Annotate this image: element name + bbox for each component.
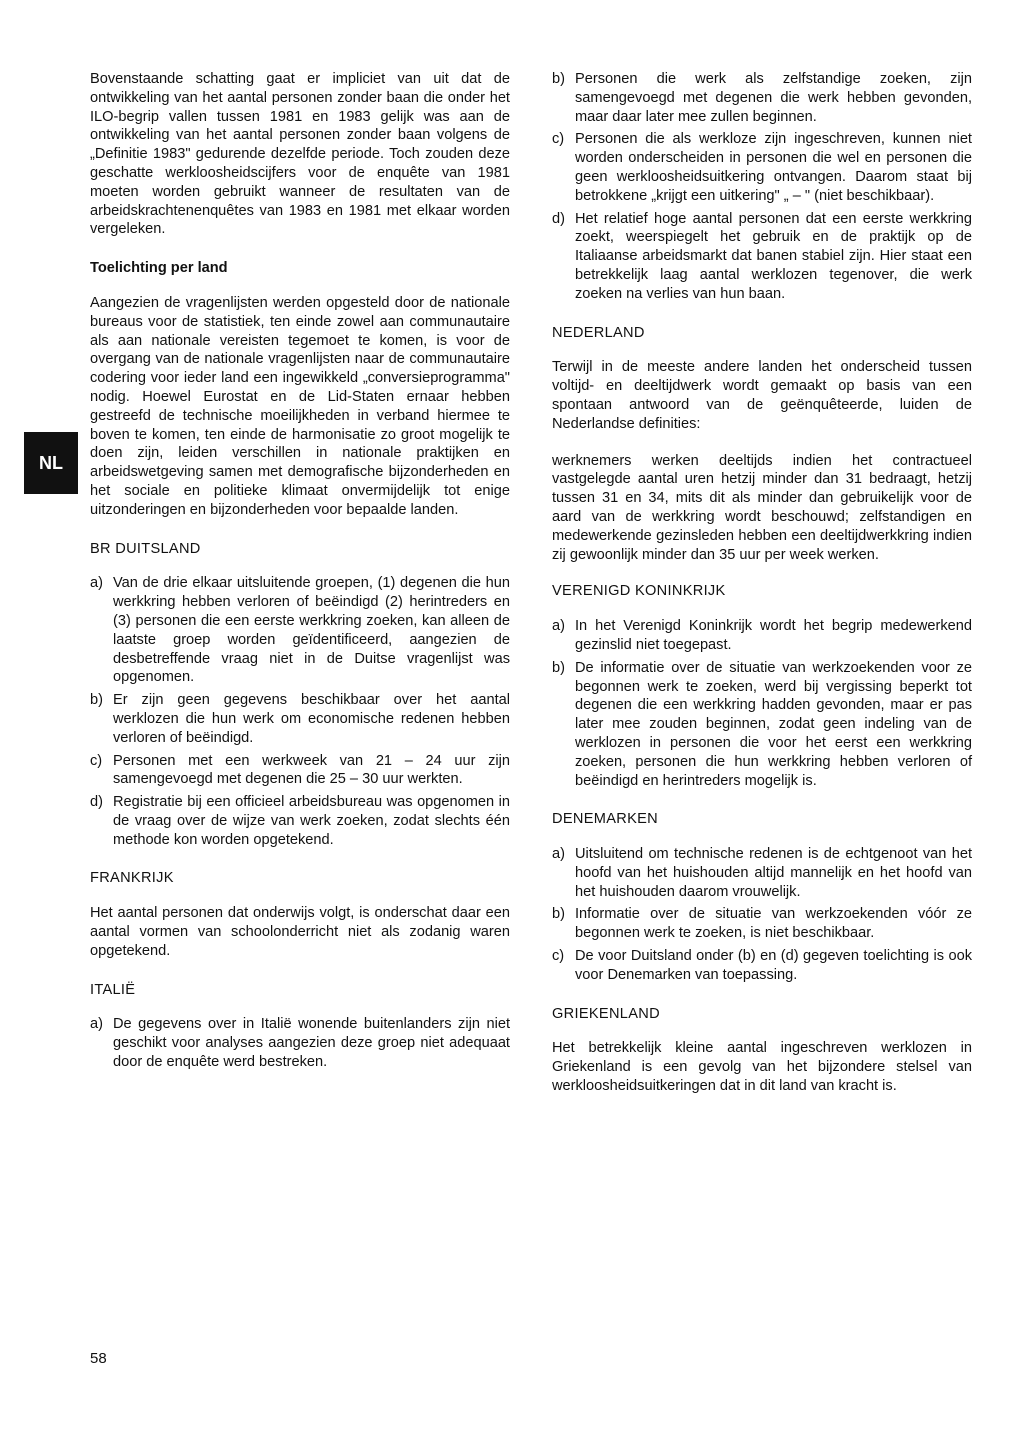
dk-item-a (552, 845, 972, 901)
dk-item-b (552, 905, 972, 943)
item-text: In het Verenigd Koninkrijk wordt het begrip medewerkend gezinslid niet toegepast. (575, 618, 972, 653)
item-text: De voor Duitsland onder (b) en (d) gegeven toelichting is ook voor Denemarken van toepassing. (575, 948, 972, 983)
item-label: a) (552, 618, 565, 635)
item-text: Personen die werk als zelfstandige zoeken, zijn samengevoegd met degenen die werk hebben gevonden, maar daar later mee zullen beginnen. (575, 71, 972, 125)
italie-item-d (552, 210, 972, 304)
item-label: b) (552, 906, 565, 923)
duitsland-item-a (90, 574, 510, 687)
right-column (552, 70, 972, 1114)
verenigd-koninkrijk-heading: VERENIGD KONINKRIJK (552, 583, 726, 600)
toelichting-paragraph: Aangezien de vragenlijsten werden opgesteld door de nationale bureaus voor de statistiek, ten einde zowel aan communautaire als aan nationale vereisten tegemoet te komen, is voor de overgang van de nationale vragenlijsten naar de communautaire codering voor ieder land een ingewikkeld „conversieprogramma" nodig. Hoewel Eurostat en de Lid-Staten ernaar hebben gestreefd de technische moeilijkheden in verband hiermee te boven te komen, ten einde de harmonisatie zo groot mogelijk te doen zijn, leiden verschillen in nationale praktijken en arbeidswetgeving samen met demografische bijzonderheden en het sociale en politieke klimaat onvermijdelijk tot enige uitzonderingen en bijzonderheden voor bepaalde landen. (90, 294, 510, 518)
vk-item-a (552, 617, 972, 655)
toelichting-heading: Toelichting per land (90, 260, 228, 277)
item-text: Informatie over de situatie van werkzoekenden vóór ze begonnen werk te zoeken, is niet beschikbaar. (575, 906, 972, 942)
item-text: Het relatief hoge aantal personen dat een eerste werkkring zoekt, weerspiegelt het gebruik en de praktijk op de Italiaanse arbeidsmarkt dat banen stabiel zijn. Hier staat een betrekkelijk laag aantal werklozen tegenover, die werk zoeken na verlies van hun baan. (575, 210, 972, 302)
italie-item-c (552, 130, 972, 205)
italie-item-b (552, 70, 972, 126)
item-text: Personen die als werkloze zijn ingeschreven, kunnen niet worden onderscheiden in personen die wel en personen die geen werkloosheidsuitkering ontvangen. Daarom staat bij betrokkene „krijgt een uitkering" „ – " (niet beschikbaar). (575, 131, 972, 204)
item-label: d) (90, 794, 103, 811)
duitsland-heading: BR DUITSLAND (90, 540, 201, 557)
item-text: Er zijn geen gegevens beschikbaar over het aantal werklozen die hun werk om economische redenen hebben verloren of beëindigd. (113, 692, 510, 746)
griekenland-paragraph: Het betrekkelijk kleine aantal ingeschreven werklozen in Griekenland is een gevolg van het bijzondere stelsel van werkloosheidsuitkeringen dat in dit land van kracht is. (552, 1040, 972, 1095)
item-text: Personen met een werkweek van 21 – 24 uur zijn samengevoegd met degenen die 25 – 30 uur werkten. (113, 752, 510, 788)
italie-item-a (90, 1015, 510, 1071)
item-label: b) (552, 71, 565, 87)
duitsland-item-d (90, 793, 510, 849)
intro-paragraph: Bovenstaande schatting gaat er impliciet van uit dat de ontwikkeling van het aantal personen zonder baan die onder het ILO-begrip vallen tussen 1981 en 1983 gelijk was aan de ontwikkeling van het aantal personen zonder baan volgens de „Definitie 1983" gedurende dezelfde periode. Toch zouden deze geschatte werkloosheidscijfers voor de enquête van 1981 moeten worden gebruikt wanneer de resultaten van de arbeidskrachtenenquêtes van 1983 en 1981 met elkaar worden vergeleken. (90, 71, 510, 238)
nederland-heading: NEDERLAND (552, 324, 645, 341)
nederland-paragraph-1: Terwijl in de meeste andere landen het onderscheid tussen voltijd- en deeltijdwerk wordt gemaakt op basis van een spontaan antwoord van de geënquêteerde, luiden de Nederlandse definities: (552, 359, 972, 432)
left-column (90, 70, 510, 1076)
language-tab (24, 432, 78, 494)
item-label: a) (552, 846, 565, 863)
vk-item-b (552, 659, 972, 791)
item-text: Van de drie elkaar uitsluitende groepen, (1) degenen die hun werkkring hebben verloren of beëindigd (2) herintreders en (3) personen die een eerste werkkring zoeken, kan alleen de laatste groep worden geïdentificeerd, aangezien de desbetreffende vraag niet in de Duitse vragenlijst was opgenomen. (113, 575, 510, 686)
duitsland-item-b (90, 691, 510, 747)
language-tab-label: NL (39, 452, 63, 473)
frankrijk-heading: FRANKRIJK (90, 870, 174, 887)
denemarken-heading: DENEMARKEN (552, 811, 658, 828)
item-label: a) (90, 575, 103, 592)
item-label: c) (552, 131, 565, 148)
item-label: b) (552, 659, 565, 676)
item-label: c) (90, 752, 103, 769)
griekenland-heading: GRIEKENLAND (552, 1005, 660, 1022)
item-text: De informatie over de situatie van werkzoekenden voor ze begonnen werk te zoeken, werd bij vergissing beperkt tot degenen die een werkkring hadden gevonden, maar er pas later mee zouden beginnen, zodat geen indeling van de werklozen in personen die voor het eerst een werkkring zoeken, personen die hun werkkring hebben verloren of beëindigd en herintreders mogelijk is. (575, 659, 972, 789)
item-label: c) (552, 948, 565, 965)
page-number: 58 (90, 1350, 107, 1367)
item-label: d) (552, 210, 565, 227)
item-text: Registratie bij een officieel arbeidsbureau was opgenomen in de vraag over de wijze van werk zoeken, zodat slechts één methode kon worden opgetekend. (113, 794, 510, 848)
item-label: a) (90, 1016, 103, 1033)
duitsland-item-c (90, 752, 510, 790)
dk-item-c (552, 947, 972, 985)
item-text: Uitsluitend om technische redenen is de echtgenoot van het hoofd van het huishouden altijd mannelijk en het hoofd van het huishouden daarom vrouwelijk. (575, 846, 972, 900)
item-label: b) (90, 692, 103, 709)
frankrijk-paragraph: Het aantal personen dat onderwijs volgt, is onderschat daar een aantal vormen van schoolonderricht niet als zodanig waren opgetekend. (90, 905, 510, 959)
item-text: De gegevens over in Italië wonende buitenlanders zijn niet geschikt voor analyses aangezien deze groep niet adequaat door de enquête werd bestreken. (113, 1016, 510, 1071)
italie-heading: ITALIË (90, 981, 136, 998)
nederland-paragraph-2: werknemers werken deeltijds indien het contractueel vastgelegde aantal uren hetzij minder dan 31 bedraagt, hetzij tussen 31 en 34, mits dit als minder dan gebruikelijk voor de aard van de werkkring wordt beschouwd; zelfstandigen en medewerkende gezinsleden hebben een deeltijdwerkkring indien zij gewoonlijk minder dan 35 uur per week werken. (552, 452, 972, 563)
